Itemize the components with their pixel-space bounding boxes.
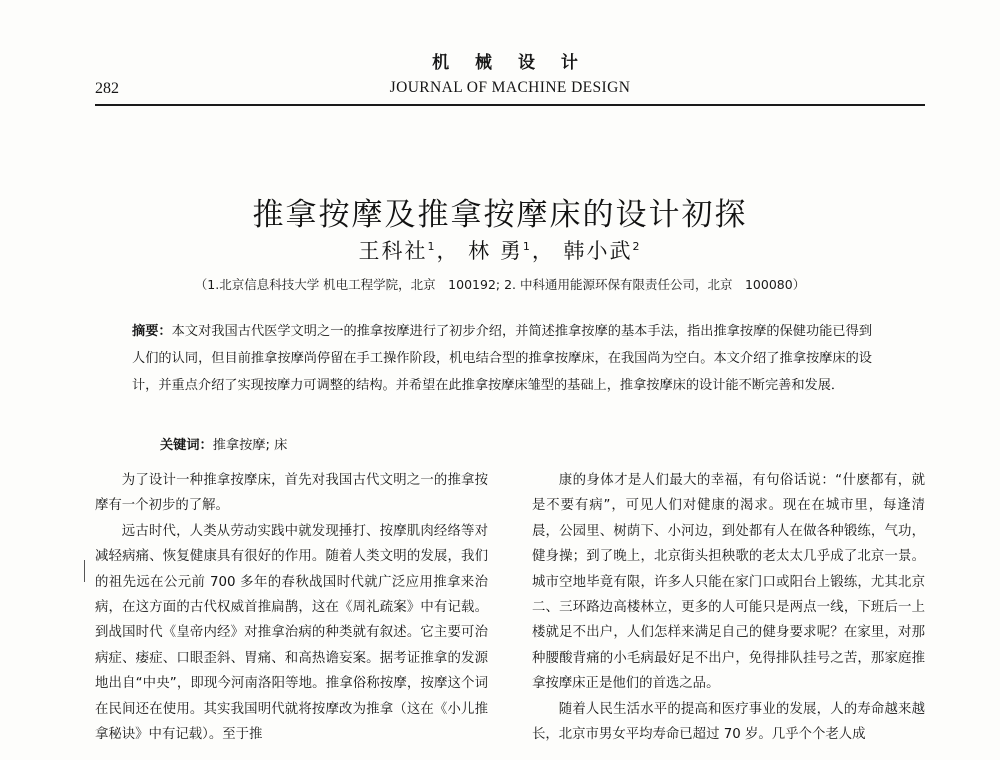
author-2: 林 勇 [468,239,523,263]
keywords-label: 关键词： [160,438,213,453]
page-header [95,48,925,97]
journal-title-en: JOURNAL OF MACHINE DESIGN [389,79,631,96]
paragraph: 康的身体才是人们最大的幸福，有句俗话说：“什麽都有，就是不要有病”，可见人们对健康的渴求。现在在城市里，每逢清晨，公园里、树荫下、小河边，到处都有人在做各种锻练，气功，健身操；到了晚上，北京街头担秧歌的老太太几乎成了北京一景。城市空地毕竟有限，许多人只能在家门口或阳台上锻练，尤其北京二、三环路边高楼林立，更多的人可能只是两点一线，下班后一上楼就足不出户，人们怎样来满足自己的健身要求呢？在家里，对那种腰酸背痛的小毛病最好足不出户，免得排队挂号之苦，那家庭推拿按摩床正是他们的首选之品。 [532,473,925,692]
keywords-block [160,434,900,453]
abstract-text: 本文对我国古代医学文明之一的推拿按摩进行了初步介绍，并简述推拿按摩的基本手法，指出推拿按摩的保健功能已得到人们的认同，但目前推拿按摩尚停留在手工操作阶段，机电结合型的推拿按摩床，在我国尚为空白。本文介绍了推拿按摩床的设计，并重点介绍了实现按摩力可调整的结构。并希望在此推拿按摩床雏型的基础上，推拿按摩床的设计能不断完善和发展． [132,324,873,393]
keywords-text: 推拿按摩; 床 [212,438,288,453]
header-divider [95,104,925,106]
author-2-affiliation-marker: 1 [522,240,532,253]
body-columns [95,468,925,753]
page-number: 282 [95,80,119,97]
paragraph: 为了设计一种推拿按摩床，首先对我国古代文明之一的推拿按摩有一个初步的了解。 [95,473,488,514]
abstract-label: 摘要： [132,324,172,339]
author-1: 王科社 [358,239,428,263]
author-affiliations: （1.北京信息科技大学 机电工程学院，北京 100192; 2. 中科通用能源环保有限责任公司，北京 100080） [194,277,806,292]
body-column-left [95,468,488,753]
journal-title-cn: 机 械 设 计 [432,53,588,73]
author-3: 韩小武 [563,239,633,263]
author-3-affiliation-marker: 2 [632,240,642,253]
paragraph: 随着人民生活水平的提高和医疗事业的发展，人的寿命越来越长，北京市男女平均寿命已超过 70 岁。几乎个个老人成 [532,701,925,743]
body-column-right [532,468,925,753]
abstract-block [132,318,872,399]
author-list: 王科社$^1$， 林 勇$^1$， 韩小武$^2$ [358,239,642,263]
article-title: 推拿按摩及推拿按摩床的设计初探 [252,196,748,233]
paragraph: 远古时代，人类从劳动实践中就发现捶打、按摩肌肉经络等对减轻病痛、恢复健康具有很好的作用。随着人类文明的发展，我们的祖先远在公元前 700 多年的春秋战国时代就广泛应用推拿来治病，在这方面的古代权威首推扁鹊，这在《周礼疏案》中有记载。到战国时代《皇帝内经》对推拿治病的种类就有叙述。它主要可治病症、痿症、口眼歪斜、胃痛、和高热谵妄案。据考证推拿的发源地出自“中央”，即现今河南洛阳等地。推拿俗称按摩，按摩这个词在民间还在使用。其实我国明代就将按摩改为推拿（这在《小儿推拿秘诀》中有记载）。至于推 [95,523,488,743]
author-1-affiliation-marker: 1 [427,240,437,253]
margin-tick-mark [84,560,85,582]
